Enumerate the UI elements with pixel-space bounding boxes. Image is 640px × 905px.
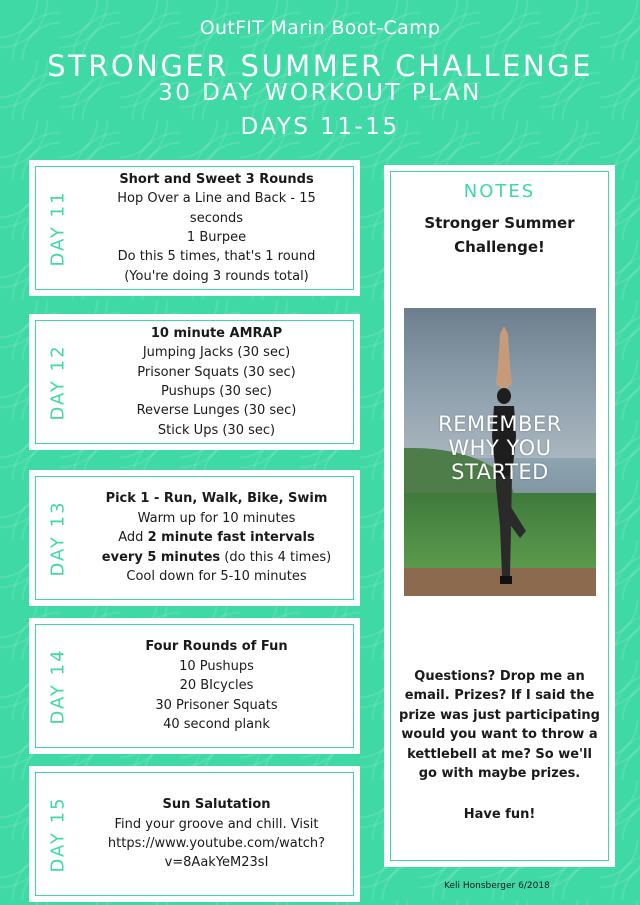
workout-line: 10 Pushups xyxy=(179,658,254,674)
day-card-12 xyxy=(29,314,360,450)
workout-line: Do this 5 times, that's 1 round xyxy=(117,249,316,265)
day-label-container xyxy=(41,180,75,276)
video-link[interactable]: v=8AakYeM23sI xyxy=(164,855,269,871)
line-emphasis: every 5 minutes xyxy=(101,549,221,565)
day-card-15 xyxy=(29,766,360,902)
notes-line: kettlebell at me? So we'll xyxy=(407,746,592,762)
photo-caption xyxy=(404,412,596,484)
notes-card xyxy=(384,165,615,867)
notes-line: email. Prizes? If I said the xyxy=(404,688,595,704)
workout-line xyxy=(102,548,331,567)
notes-line: go with maybe prizes. xyxy=(418,766,581,782)
workout-line: Jumping Jacks (30 sec) xyxy=(142,345,291,361)
challenge-title: STRONGER SUMMER CHALLENGE xyxy=(47,49,593,83)
day-card-11 xyxy=(29,160,360,296)
workout-line: seconds xyxy=(189,210,244,226)
day-content xyxy=(83,160,350,296)
line-suffix: (do this 4 times) xyxy=(220,549,332,565)
day-content xyxy=(83,766,350,902)
day-label: DAY 12 xyxy=(47,343,69,421)
workout-line: Reverse Lunges (30 sec) xyxy=(136,403,297,419)
plan-subtitle: 30 DAY WORKOUT PLAN xyxy=(158,80,482,106)
workout-line: 1 Burpee xyxy=(186,230,247,245)
day-label-container xyxy=(41,638,75,734)
workout-line: Prisoner Squats (30 sec) xyxy=(137,364,296,380)
workout-title: Four Rounds of Fun xyxy=(145,639,288,655)
author-credit: Keli Honsberger 6/2018 xyxy=(444,881,550,891)
brand-name: OutFIT Marin Boot-Camp xyxy=(199,17,441,39)
workout-line: Cool down for 5-10 minutes xyxy=(126,569,307,585)
notes-closing: Have fun! xyxy=(463,807,536,822)
notes-line: prize was just participating xyxy=(399,707,600,723)
day-label: DAY 13 xyxy=(47,499,69,577)
days-range: DAYS 11-15 xyxy=(240,114,400,140)
notes-subheading-line: Stronger Summer xyxy=(424,214,575,232)
day-content xyxy=(83,618,350,754)
workout-line: Warm up for 10 minutes xyxy=(137,510,296,526)
workout-line: Find your groove and chill. Visit xyxy=(114,816,319,832)
notes-heading: NOTES xyxy=(463,181,536,202)
workout-line xyxy=(118,528,314,547)
day-label-container xyxy=(41,490,75,586)
line-prefix: Add xyxy=(118,530,148,546)
video-link[interactable]: https://www.youtube.com/watch? xyxy=(107,836,326,851)
workout-title: 10 minute AMRAP xyxy=(150,325,283,341)
notes-line: would you want to throw a xyxy=(401,727,598,743)
line-emphasis: 2 minute fast intervals xyxy=(147,530,315,546)
day-content xyxy=(83,314,350,450)
day-label-container xyxy=(41,334,75,430)
notes-body xyxy=(398,667,601,783)
workout-title: Short and Sweet 3 Rounds xyxy=(119,171,314,187)
day-card-14 xyxy=(29,618,360,754)
notes-subheading xyxy=(404,211,595,259)
photo-caption-line: STARTED xyxy=(451,460,549,484)
workout-line: 20 BIcycles xyxy=(179,678,254,694)
workout-line: 40 second plank xyxy=(163,717,270,733)
day-content xyxy=(83,470,350,606)
workout-line: Stick Ups (30 sec) xyxy=(157,422,276,438)
notes-subheading-line: Challenge! xyxy=(454,238,545,256)
workout-title: Pick 1 - Run, Walk, Bike, Swim xyxy=(105,491,328,507)
workout-line: 30 Prisoner Squats xyxy=(155,697,278,713)
workout-line: (You're doing 3 rounds total) xyxy=(124,268,309,284)
photo-caption-line: REMEMBER xyxy=(438,412,562,436)
photo-caption-line: WHY YOU xyxy=(448,436,552,460)
workout-line: Hop Over a Line and Back - 15 xyxy=(117,191,316,207)
day-label-container xyxy=(41,786,75,882)
motivation-photo xyxy=(404,308,596,596)
day-label: DAY 14 xyxy=(47,647,69,725)
day-label: DAY 15 xyxy=(47,795,69,873)
workout-title: Sun Salutation xyxy=(162,797,271,813)
notes-line: Questions? Drop me an xyxy=(414,669,585,684)
day-label: DAY 11 xyxy=(47,189,69,267)
workout-line: Pushups (30 sec) xyxy=(161,384,272,399)
day-card-13 xyxy=(29,470,360,606)
